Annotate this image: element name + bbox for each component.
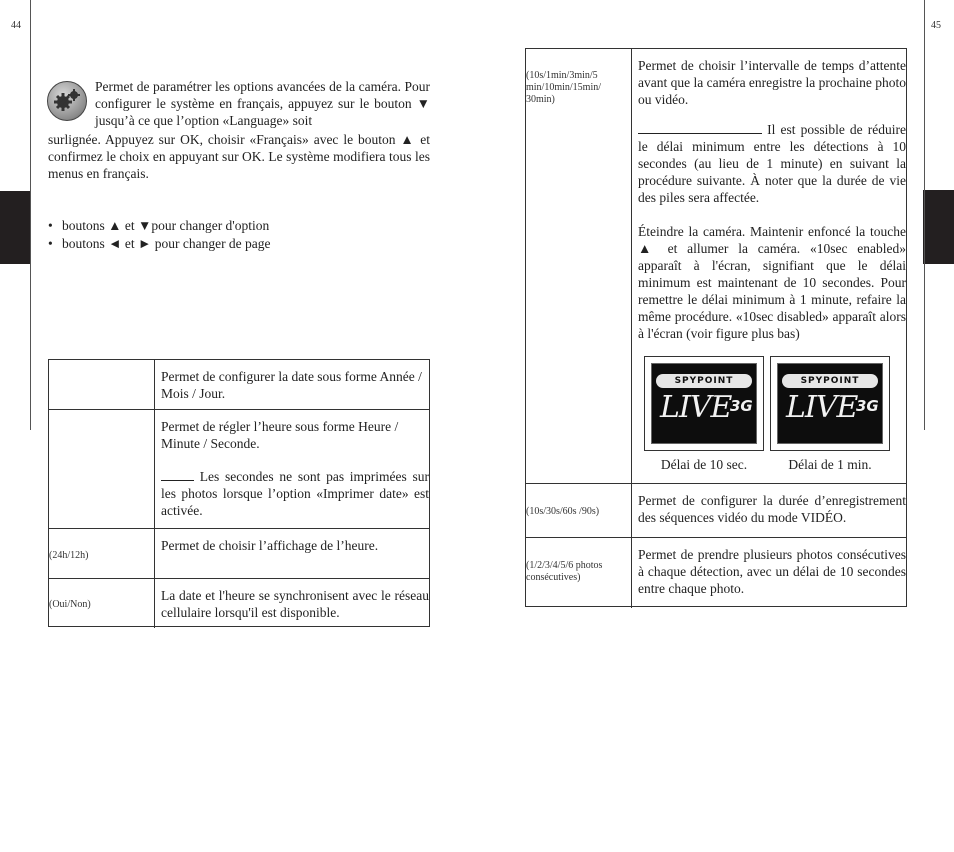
bullet-item: • boutons ▲ et ▼pour changer d'option <box>48 217 430 235</box>
camera-screen <box>777 363 883 444</box>
3g-logo: 3G <box>856 397 879 415</box>
row-label: (10s/1min/3min/5 min/10min/15min/ 30min) <box>526 49 632 483</box>
row-label: (Oui/Non) <box>49 579 155 628</box>
table-row <box>49 528 429 578</box>
row-text: Permet de choisir l’intervalle de temps d’attente avant que la caméra enregistre la prochaine photo ou vidéo. <box>638 58 906 107</box>
row-text: Permet de régler l’heure sous forme Heure / Minute / Seconde. <box>161 419 399 451</box>
right-edge-tab <box>923 190 954 264</box>
page-number-right: 45 <box>931 20 941 31</box>
row-text: La date et l'heure se synchronisent avec le réseau cellulaire lorsqu'il est disponible. <box>161 588 429 620</box>
intro-text-rest: surlignée. Appuyez sur OK, choisir «Français» avec le bouton ▲ et confirmez le choix en appuyant sur OK. Le système modifiera tous les menus en français. <box>48 132 430 181</box>
row-label <box>49 360 155 409</box>
spypoint-logo: SPYPOINT <box>782 374 878 388</box>
gear-icon <box>47 81 87 121</box>
3g-logo: 3G <box>730 397 753 415</box>
left-edge-tab <box>0 191 31 264</box>
row-label: (10s/30s/60s /90s) <box>526 484 632 537</box>
live-logo: LIVE <box>786 390 858 425</box>
table-row <box>49 360 429 409</box>
bullet-item: • boutons ◄ et ► pour changer de page <box>48 235 430 253</box>
page-number-left: 44 <box>11 20 21 31</box>
row-procedure: Éteindre la caméra. Maintenir enfoncé la touche ▲ et allumer la caméra. «10sec enabled» apparaît à l'écran, signifiant que le délai minimum est maintenant de 10 secondes. Pour remettre le délai minimum à 1 minute, refaire la même procédure. «10sec disabled» apparaît alors à l'écran (voir figure plus bas) <box>638 224 906 341</box>
row-text: Permet de configurer la date sous forme Année / Mois / Jour. <box>161 369 422 401</box>
underlined-blank <box>161 468 194 481</box>
figure-caption-10sec: Délai de 10 sec. <box>660 457 748 472</box>
spypoint-logo: SPYPOINT <box>656 374 752 388</box>
row-text: Permet de prendre plusieurs photos consécutives à chaque détection, avec un délai de 10 secondes entre chaque photo. <box>638 547 906 596</box>
figure-caption-1min: Délai de 1 min. <box>788 457 872 472</box>
row-note: Les secondes ne sont pas imprimées sur les photos lorsque l’option «Imprimer date» est activée. <box>161 469 430 518</box>
table-row <box>49 578 429 628</box>
row-text: Permet de choisir l’affichage de l’heure. <box>161 538 379 553</box>
figure-10sec <box>644 356 764 451</box>
left-margin-line <box>30 0 31 430</box>
table-row <box>49 409 429 528</box>
row-label <box>49 410 155 528</box>
table-row <box>526 49 906 483</box>
row-label: (24h/12h) <box>49 529 155 578</box>
figure-1min <box>770 356 890 451</box>
left-settings-table <box>48 359 430 627</box>
live-logo: LIVE <box>660 390 732 425</box>
row-text: Permet de configurer la durée d’enregistrement des séquences vidéo du mode VIDÉO. <box>638 493 906 525</box>
underlined-blank <box>638 121 762 134</box>
bullet-list <box>48 217 430 253</box>
row-label: (1/2/3/4/5/6 photos consécutives) <box>526 538 632 608</box>
right-settings-table <box>525 48 907 607</box>
table-row <box>526 537 906 608</box>
intro-text-top: Permet de paramétrer les options avancées de la caméra. Pour configurer le système en français, appuyez sur le bouton ▼ jusqu’à ce que l’option «Language» soit <box>95 79 430 128</box>
row-note: Il est possible de réduire le délai minimum entre les détections à 10 secondes (au lieu de 1 minute) en suivant la procédure suivante. À noter que la durée de vie des piles sera affectée. <box>638 122 906 205</box>
table-row <box>526 483 906 537</box>
camera-screen <box>651 363 757 444</box>
right-margin-line <box>924 0 925 430</box>
